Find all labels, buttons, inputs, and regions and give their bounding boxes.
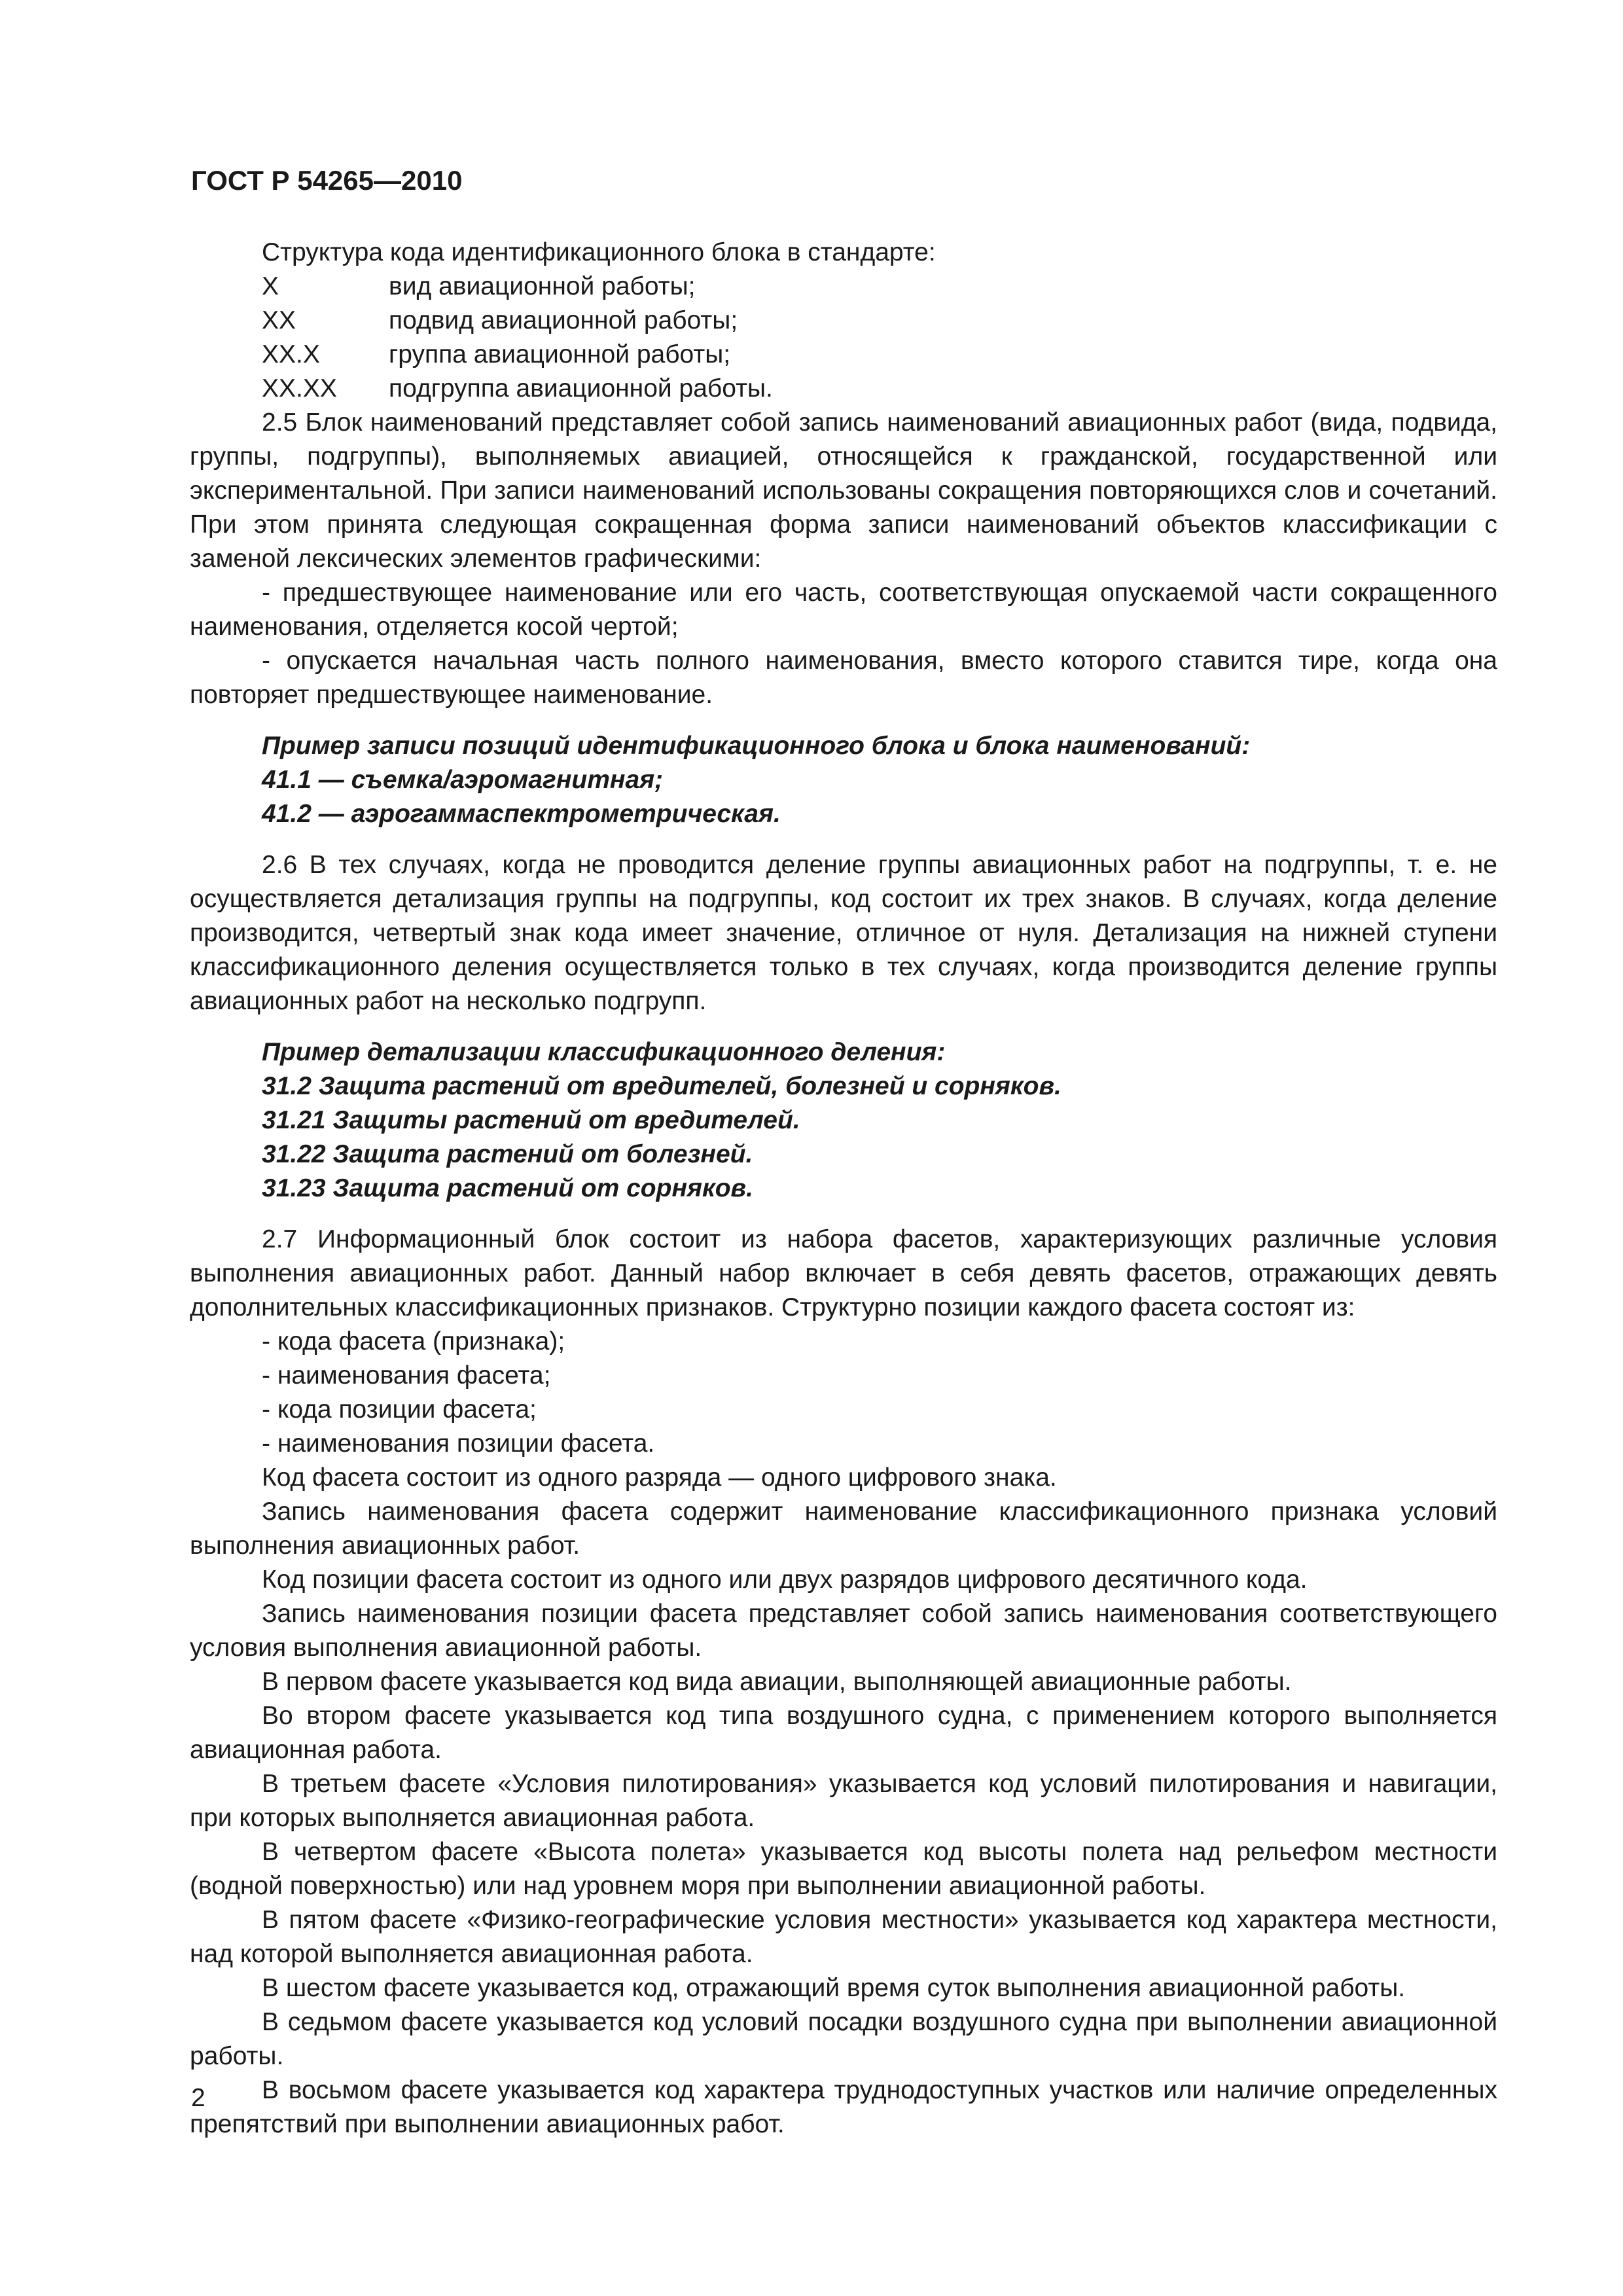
example-2-line: 31.23 Защита растений от сорняков. — [262, 1174, 753, 1202]
facet-2-paragraph: Во втором фасете указывается код типа воздушного судна, с применением которого выполняется авиационная работа. — [190, 1702, 1497, 1764]
page-number: 2 — [191, 2084, 205, 2112]
code-pattern: XX.XX — [262, 374, 337, 403]
section-2-5-rule-2: - опускается начальная часть полного наименования, вместо которого ставится тире, когда она повторяет предшествующее наименование. — [190, 647, 1497, 709]
section-2-7-paragraph: 2.7 Информационный блок состоит из набора фасетов, характеризующих различные условия выполнения авиационных работ. Данный набор включает в себя девять фасетов, отражающих девять дополнительных классификационных признаков. Структурно позиции каждого фасета состоят из: — [190, 1225, 1497, 1321]
code-pattern: XX.X — [262, 340, 320, 368]
facet-4-paragraph: В четвертом фасете «Высота полета» указывается код высоты полета над рельефом местности (водной поверхностью) или над уровнем моря при выполнении авиационной работы. — [190, 1838, 1497, 1900]
facet-structure-item: - кода фасета (признака); — [262, 1327, 565, 1355]
facet-structure-item: - кода позиции фасета; — [262, 1395, 537, 1424]
facet-6-paragraph: В шестом фасете указывается код, отражающий время суток выполнения авиационной работы. — [262, 1974, 1406, 2002]
code-row — [190, 304, 1497, 338]
spacer — [190, 1018, 1497, 1035]
facet-structure-item: - наименования фасета; — [262, 1361, 551, 1390]
document-header: ГОСТ Р 54265—2010 — [191, 165, 463, 196]
facet-3-paragraph: В третьем фасете «Условия пилотирования» указывается код условий пилотирования и навигации, при которых выполняется авиационная работа. — [190, 1770, 1497, 1832]
facet-8-paragraph: В восьмом фасете указывается код характера труднодоступных участков или наличие определенных препятствий при выполнении авиационных работ. — [190, 2076, 1497, 2138]
facet-position-name-paragraph: Запись наименования позиции фасета представляет собой запись наименования соответствующего условия выполнения авиационной работы. — [190, 1600, 1497, 1662]
section-2-5-rule-1: - предшествующее наименование или его часть, соответствующая опускаемой части сокращенного наименования, отделяется косой чертой; — [190, 579, 1497, 641]
code-row — [190, 270, 1497, 304]
code-description: группа авиационной работы; — [389, 340, 731, 368]
section-2-6-paragraph: 2.6 В тех случаях, когда не проводится деление группы авиационных работ на подгруппы, т. е. не осуществляется детализация группы на подгруппы, код состоит их трех знаков. В случаях, когда деление производится, четвертый знак кода имеет значение, отличное от нуля. Детализация на нижней ступени классификационного деления осуществляется только в тех случаях, когда производится деление группы авиационных работ на несколько подгрупп. — [190, 851, 1497, 1015]
spacer — [190, 831, 1497, 848]
example-2-title: Пример детализации классификационного деления: — [262, 1038, 946, 1066]
facet-name-paragraph: Запись наименования фасета содержит наименование классификационного признака условий выполнения авиационных работ. — [190, 1498, 1497, 1560]
facet-structure-item: - наименования позиции фасета. — [262, 1429, 655, 1458]
example-1-line: 41.1 — съемка/аэромагнитная; — [262, 766, 664, 794]
document-body — [190, 236, 1497, 2142]
example-2-line: 31.22 Защита растений от болезней. — [262, 1140, 753, 1168]
example-1-title: Пример записи позиций идентификационного блока и блока наименований: — [262, 732, 1251, 760]
example-2-line: 31.21 Защиты растений от вредителей. — [262, 1106, 800, 1134]
facet-1-paragraph: В первом фасете указывается код вида авиации, выполняющей авиационные работы. — [262, 1668, 1292, 1696]
code-description: подвид авиационной работы; — [389, 306, 738, 334]
code-row — [190, 372, 1497, 406]
code-description: вид авиационной работы; — [389, 272, 696, 300]
code-structure-list — [190, 270, 1497, 406]
spacer — [190, 712, 1497, 729]
facet-5-paragraph: В пятом фасете «Физико-географические условия местности» указывается код характера местности, над которой выполняется авиационная работа. — [190, 1906, 1497, 1968]
spacer — [190, 1206, 1497, 1223]
code-pattern: XX — [262, 306, 296, 334]
code-description: подгруппа авиационной работы. — [389, 374, 773, 403]
facet-code-paragraph: Код фасета состоит из одного разряда — одного цифрового знака. — [262, 1463, 1057, 1492]
code-row — [190, 338, 1497, 372]
structure-intro: Структура кода идентификационного блока в стандарте: — [262, 238, 936, 266]
example-2-line: 31.2 Защита растений от вредителей, болезней и сорняков. — [262, 1072, 1061, 1100]
section-2-5-paragraph: 2.5 Блок наименований представляет собой запись наименований авиационных работ (вида, подвида, группы, подгруппы), выполняемых авиацией, относящейся к гражданской, государственной или экспериментальной. При записи наименований использованы сокращения повторяющихся слов и сочетаний. При этом принята следующая сокращенная форма записи наименований объектов классификации с заменой лексических элементов графическими: — [190, 408, 1497, 573]
facet-7-paragraph: В седьмом фасете указывается код условий посадки воздушного судна при выполнении авиационной работы. — [190, 2008, 1497, 2070]
code-pattern: X — [262, 272, 279, 300]
facet-position-code-paragraph: Код позиции фасета состоит из одного или двух разрядов цифрового десятичного кода. — [262, 1566, 1308, 1594]
example-1-line: 41.2 — аэрогаммаспектрометрическая. — [262, 800, 781, 828]
